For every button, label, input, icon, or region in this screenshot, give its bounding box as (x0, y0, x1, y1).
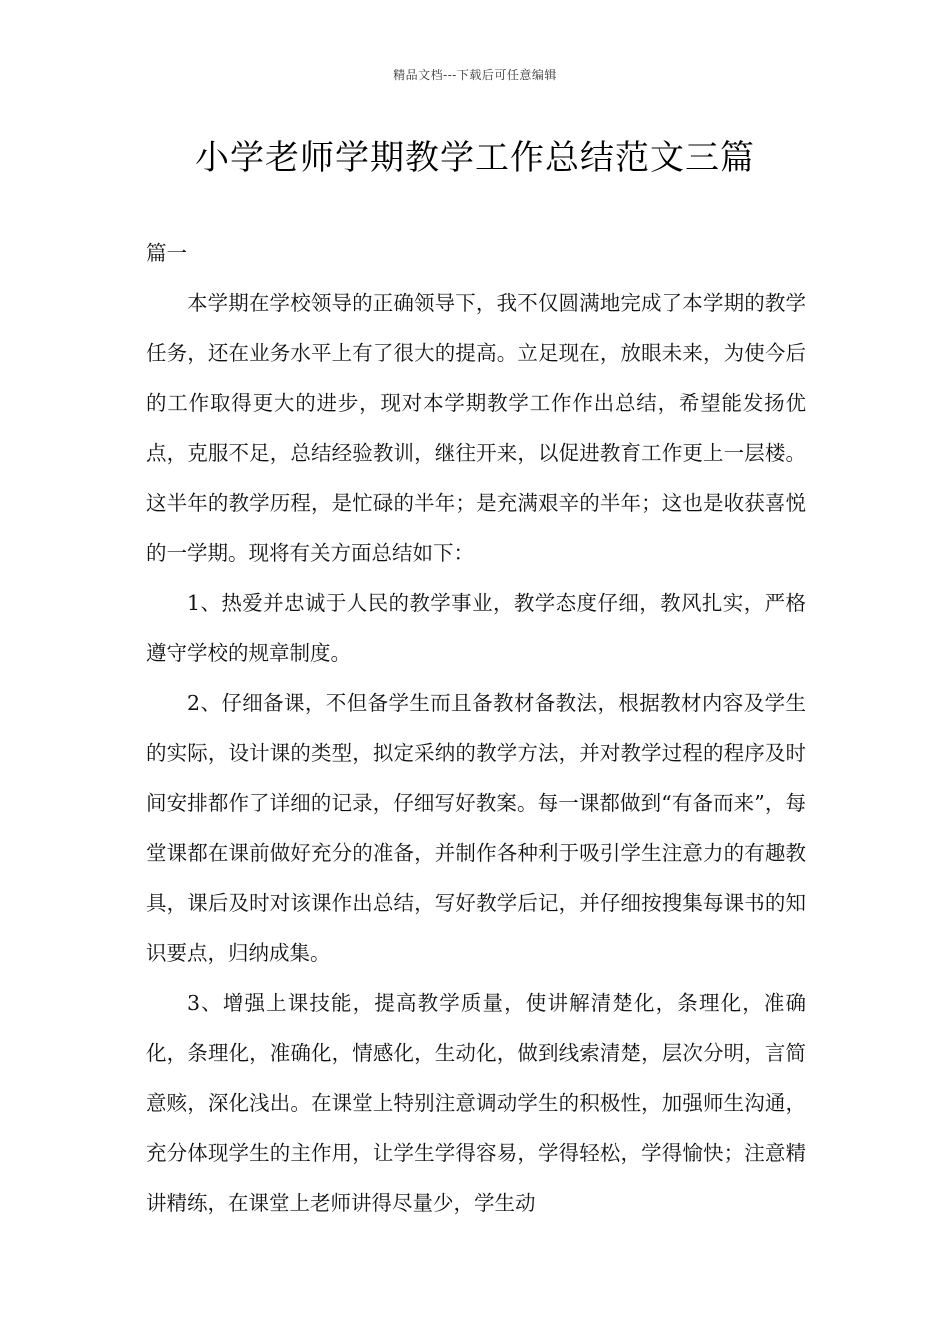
document-body (146, 228, 806, 1228)
paragraph-point-3: 3、增强上课技能，提高教学质量，使讲解清楚化，条理化，准确化，条理化，准确化，情感化，生动化，做到线索清楚，层次分明，言简意赅，深化浅出。在课堂上特别注意调动学生的积极性，加强师生沟通，充分体现学生的主作用，让学生学得容易，学得轻松，学得愉快；注意精讲精练，在课堂上老师讲得尽量少，学生动 (146, 991, 806, 1215)
paragraph-intro: 本学期在学校领导的正确领导下，我不仅圆满地完成了本学期的教学任务，还在业务水平上有了很大的提高。立足现在，放眼未来，为使今后的工作取得更大的进步，现对本学期教学工作作出总结，希望能发扬优点，克服不足，总结经验教训，继往开来，以促进教育工作更上一层楼。这半年的教学历程，是忙碌的半年；是充满艰辛的半年；这也是收获喜悦的一学期。现将有关方面总结如下： (146, 291, 806, 565)
header-note: 精品文档---下载后可任意编辑 (393, 68, 557, 82)
section-label: 篇一 (146, 241, 187, 265)
paragraph-point-1: 1、热爱并忠诚于人民的教学事业，教学态度仔细，教风扎实，严格遵守学校的规章制度。 (146, 591, 806, 665)
document-title: 小学老师学期教学工作总结范文三篇 (195, 138, 755, 178)
paragraph-point-2: 2、仔细备课，不但备学生而且备教材备教法，根据教材内容及学生的实际，设计课的类型，拟定采纳的教学方法，并对教学过程的程序及时间安排都作了详细的记录，仔细写好教案。每一课都做到“有备而来”，每堂课都在课前做好充分的准备，并制作各种利于吸引学生注意力的有趣教具，课后及时对该课作出总结，写好教学后记，并仔细按搜集每课书的知识要点，归纳成集。 (146, 691, 806, 965)
